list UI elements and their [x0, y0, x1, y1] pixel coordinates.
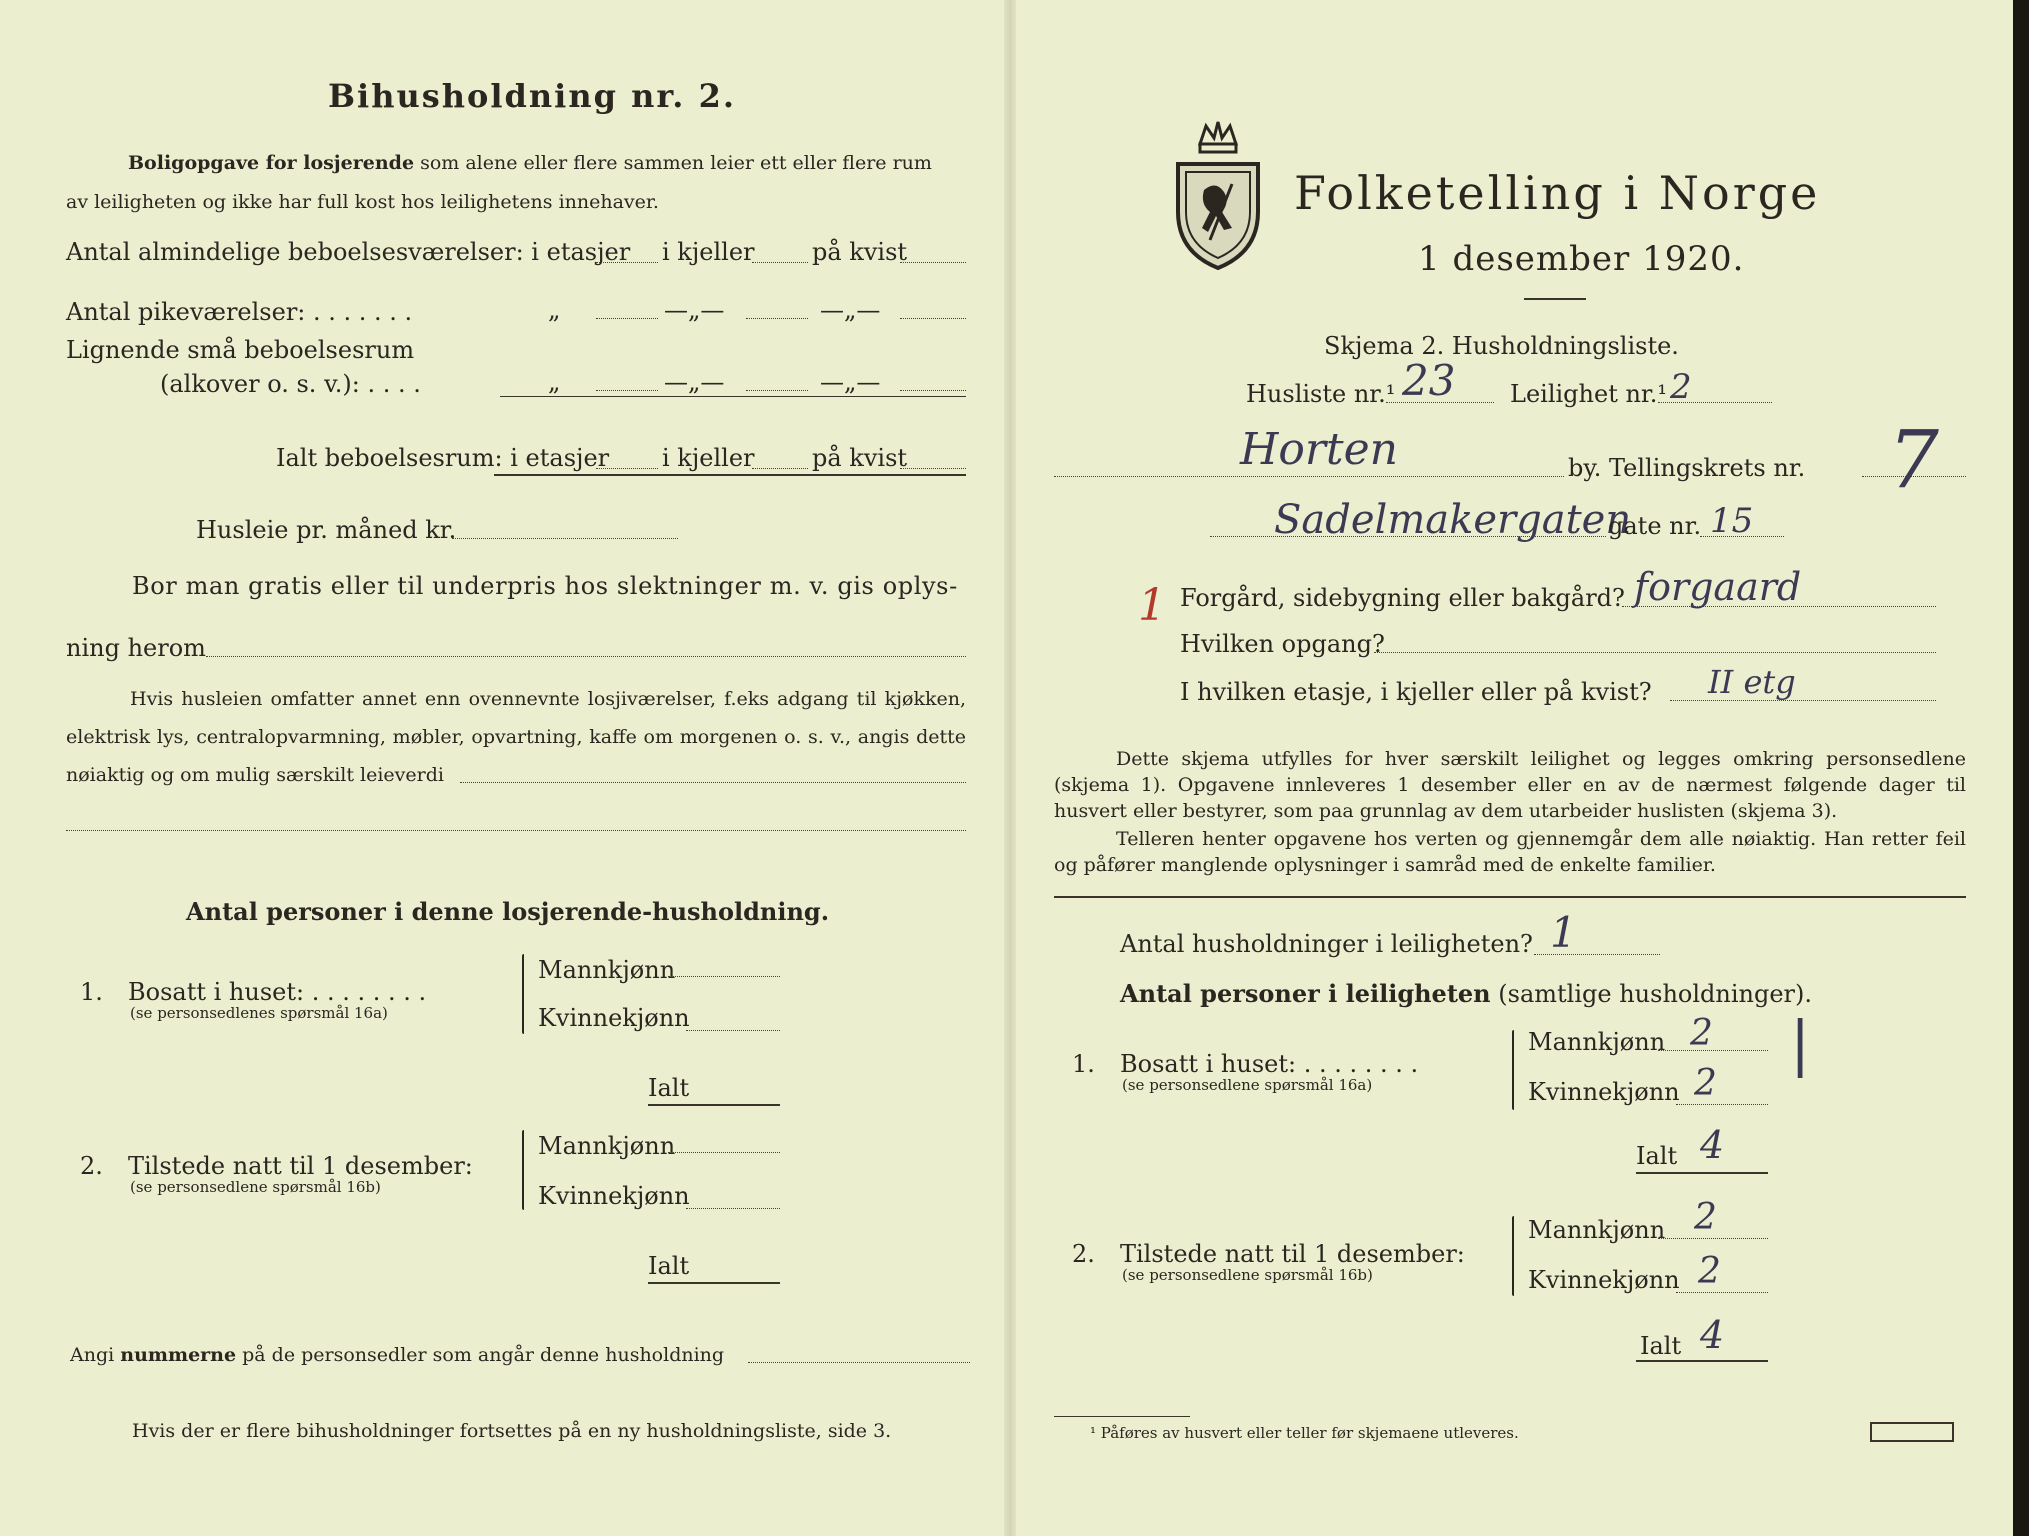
hvis-paragraph: [66, 680, 966, 794]
right-q1-ialt-value: 4: [1700, 1123, 1725, 1167]
footnote-text: ¹ Påføres av husvert eller teller før skjemaene utleveres.: [1090, 1424, 1519, 1442]
lignende-dash-2: —„—: [820, 368, 881, 396]
schema-label: Skjema 2. Husholdningsliste.: [1324, 332, 1679, 360]
left-q2-brace: [522, 1130, 524, 1210]
street-field[interactable]: [1210, 536, 1606, 537]
etasje-value: II etg: [1708, 663, 1796, 701]
intro-rest: som alene eller flere sammen leier ett eller flere rum: [420, 152, 932, 174]
husleie-field[interactable]: [452, 538, 678, 539]
gate-label: gate nr.: [1608, 512, 1702, 540]
krets-value: 7: [1888, 413, 1939, 506]
lignende-dash-1: —„—: [664, 368, 725, 396]
pike-etasjer-field[interactable]: [596, 318, 658, 319]
households-field[interactable]: [1534, 954, 1660, 955]
left-q1-kvinne-label: Kvinnekjønn: [538, 1004, 690, 1032]
street-value: Sadelmakergaten: [1274, 497, 1632, 543]
right-q2-brace: [1512, 1216, 1514, 1296]
left-persons-heading: Antal personer i denne losjerende-husholdning.: [186, 897, 830, 926]
intro-line-2: av leiligheten og ikke har full kost hos leilighetens innehaver.: [66, 191, 659, 213]
right-q1-mann-label: Mannkjønn: [1528, 1028, 1666, 1056]
right-q2-kvinne-value: 2: [1698, 1251, 1721, 1292]
pike-label: Antal pikeværelser: . . . . . . .: [66, 298, 413, 326]
persons-heading-bold: Antal personer i leiligheten: [1120, 979, 1491, 1008]
by-label: by. Tellingskrets nr.: [1568, 454, 1806, 482]
bor-field[interactable]: [206, 656, 966, 657]
households-value: 1: [1550, 908, 1577, 957]
left-q2-kvinne-label: Kvinnekjønn: [538, 1182, 690, 1210]
left-q1-brace: [522, 954, 524, 1034]
persons-heading-line: [1120, 979, 1813, 1008]
right-q2-mann-field[interactable]: [1658, 1238, 1768, 1239]
left-q2-number: 2.: [80, 1152, 103, 1180]
coat-of-arms-icon: [1170, 120, 1266, 272]
right-q2-mann-label: Mannkjønn: [1528, 1216, 1666, 1244]
krets-field[interactable]: [1862, 476, 1966, 477]
right-q2-kvinne-label: Kvinnekjønn: [1528, 1266, 1680, 1294]
left-page: [0, 0, 1010, 1536]
city-value: Horten: [1240, 424, 1398, 475]
ialt-rule: [494, 474, 966, 476]
opgang-field[interactable]: [1374, 652, 1936, 653]
right-q1-sub: (se personsedlene spørsmål 16a): [1122, 1076, 1373, 1094]
left-q1-label: Bosatt i huset: . . . . . . . .: [128, 978, 427, 1006]
rooms-etasjer-field[interactable]: [596, 262, 658, 263]
rooms-kvist-label: på kvist: [812, 238, 908, 266]
gate-value: 15: [1710, 501, 1754, 541]
pike-dash-2: —„—: [820, 296, 881, 324]
leilighet-label: Leilighet nr.¹: [1510, 380, 1668, 408]
pike-dash-1: —„—: [664, 296, 725, 324]
lignende-kvist-field[interactable]: [900, 390, 966, 391]
leilighet-value: 2: [1670, 367, 1692, 407]
left-q2-ialt-label: Ialt: [648, 1252, 690, 1280]
info-text-2: Telleren henter opgavene hos verten og gjennemgår dem alle nøiaktig. Han retter feil og påfører manglende oplysninger i samråd med de enkelte familier.: [1054, 828, 1966, 876]
intro-bold: Boligopgave for losjerende: [128, 152, 415, 174]
persons-heading-rest: (samtlige husholdninger).: [1498, 980, 1813, 1008]
husliste-value: 23: [1402, 356, 1456, 405]
left-footer: Hvis der er flere bihusholdninger fortsettes på en ny husholdningsliste, side 3.: [132, 1420, 892, 1442]
left-q2-sub: (se personsedlene spørsmål 16b): [130, 1178, 381, 1196]
census-date: 1 desember 1920.: [1418, 239, 1745, 279]
margin-mark: 1: [1138, 580, 1166, 631]
bor-line-2: ning herom: [66, 634, 206, 662]
gate-field[interactable]: [1700, 536, 1784, 537]
left-q1-mann-label: Mannkjønn: [538, 956, 676, 984]
lignende-quote: „: [548, 368, 561, 396]
lignende-etasjer-field[interactable]: [596, 390, 658, 391]
right-q2-ialt-label: Ialt: [1640, 1332, 1682, 1360]
rooms-kjeller-label: i kjeller: [662, 238, 755, 266]
left-q1-number: 1.: [80, 978, 103, 1006]
right-q1-mann-value: 2: [1690, 1013, 1713, 1054]
angi-bold: nummerne: [120, 1344, 237, 1366]
ialt-etasjer-field[interactable]: [596, 468, 658, 469]
left-q2-kvinne-field[interactable]: [686, 1208, 780, 1209]
husliste-field[interactable]: [1386, 402, 1494, 403]
lignende-rule: [500, 396, 966, 397]
right-q2-ialt-value: 4: [1700, 1313, 1725, 1357]
husliste-label: Husliste nr.¹: [1246, 380, 1396, 408]
angi-line: [70, 1346, 724, 1365]
angi-rest: på de personsedler som angår denne husholdning: [242, 1344, 725, 1366]
left-q1-sub: (se personsedlenes spørsmål 16a): [130, 1004, 388, 1022]
lignende-kjeller-field[interactable]: [746, 390, 808, 391]
left-q1-kvinne-field[interactable]: [686, 1030, 780, 1031]
left-q2-label: Tilstede natt til 1 desember:: [128, 1152, 473, 1180]
opgang-label: Hvilken opgang?: [1180, 630, 1385, 658]
left-q2-ialt-field[interactable]: [648, 1282, 780, 1284]
forgaard-field[interactable]: [1622, 606, 1936, 607]
forgaard-value: forgaard: [1634, 565, 1802, 609]
right-q1-number: 1.: [1072, 1050, 1095, 1078]
ialt-kjeller-label: i kjeller: [662, 444, 755, 472]
right-title: Folketelling i Norge: [1294, 166, 1821, 220]
pike-kjeller-field[interactable]: [746, 318, 808, 319]
hvis-field-2[interactable]: [66, 830, 966, 831]
info-rule: [1054, 896, 1966, 898]
page-edge: [2013, 0, 2029, 1536]
right-q2-label: Tilstede natt til 1 desember:: [1120, 1240, 1465, 1268]
info-text-1: Dette skjema utfylles for hver særskilt leilighet og legges omkring personsedlene (skjema 1). Opgavene innleveres 1 desember eller en av de nærmest følgende dager til husvert eller bestyrer, som paa grunnlag av dem utarbeider huslisten (skjema 3).: [1054, 748, 1966, 822]
leilighet-field[interactable]: [1658, 402, 1772, 403]
footnote-rule: [1054, 1416, 1190, 1417]
left-title: Bihusholdning nr. 2.: [328, 77, 736, 115]
ialt-kvist-label: på kvist: [812, 444, 908, 472]
right-q1-ialt-field[interactable]: [1636, 1172, 1768, 1174]
printer-stamp: [1870, 1422, 1954, 1442]
right-q1-kvinne-label: Kvinnekjønn: [1528, 1078, 1680, 1106]
rooms-label: Antal almindelige beboelsesværelser: i etasjer: [66, 238, 631, 266]
right-q1-ialt-label: Ialt: [1636, 1142, 1678, 1170]
rooms-kvist-field[interactable]: [900, 262, 966, 263]
bor-line-1: Bor man gratis eller til underpris hos slektninger m. v. gis oplys-: [132, 572, 958, 600]
right-q1-kvinne-value: 2: [1694, 1063, 1717, 1104]
left-q1-ialt-label: Ialt: [648, 1074, 690, 1102]
right-q2-kvinne-field[interactable]: [1676, 1292, 1768, 1293]
pike-quote: „: [548, 296, 561, 324]
etasje-field[interactable]: [1670, 700, 1936, 701]
right-q1-brace: [1512, 1030, 1514, 1110]
lignende-line-1: Lignende små beboelsesrum: [66, 336, 415, 364]
angi-field[interactable]: [748, 1362, 970, 1363]
ialt-rooms-label: Ialt beboelsesrum: i etasjer: [276, 444, 610, 472]
rooms-kjeller-field[interactable]: [752, 262, 808, 263]
ialt-kvist-field[interactable]: [900, 468, 966, 469]
etasje-label: I hvilken etasje, i kjeller eller på kvist?: [1180, 678, 1652, 706]
title-underline: [1524, 298, 1586, 300]
ialt-kjeller-field[interactable]: [752, 468, 808, 469]
husleie-label: Husleie pr. måned kr.: [196, 516, 457, 544]
info-paragraph-2: [1054, 826, 1966, 878]
hvis-text: Hvis husleien omfatter annet enn ovennevnte losjiværelser, f.eks adgang til kjøkken, elektrisk lys, centralopvarmning, møbler, opvartning, kaffe om morgenen o. s. v., angis dette nøiaktig og om mulig særskilt leieverdi: [66, 688, 966, 786]
forgaard-label: Forgård, sidebygning eller bakgård?: [1180, 584, 1625, 612]
angi-word: Angi: [70, 1344, 115, 1366]
info-paragraph-1: [1054, 746, 1966, 824]
city-field[interactable]: [1054, 476, 1564, 477]
right-q2-sub: (se personsedlene spørsmål 16b): [1122, 1266, 1373, 1284]
right-page: [1010, 0, 2029, 1536]
right-q1-label: Bosatt i huset: . . . . . . . .: [1120, 1050, 1419, 1078]
hvis-field[interactable]: [460, 782, 966, 783]
right-check-mark: |: [1790, 1009, 1811, 1079]
left-q2-mann-label: Mannkjønn: [538, 1132, 676, 1160]
right-q2-number: 2.: [1072, 1240, 1095, 1268]
right-q2-ialt-field[interactable]: [1636, 1360, 1768, 1362]
right-q1-kvinne-field[interactable]: [1676, 1104, 1768, 1105]
right-q1-mann-field[interactable]: [1658, 1050, 1768, 1051]
pike-kvist-field[interactable]: [900, 318, 966, 319]
left-q1-mann-field[interactable]: [668, 976, 780, 977]
right-q2-mann-value: 2: [1694, 1197, 1717, 1238]
intro-line-1: [128, 154, 932, 173]
households-label: Antal husholdninger i leiligheten?: [1120, 930, 1533, 958]
lignende-line-2: (alkover o. s. v.): . . . .: [160, 370, 421, 398]
left-q2-mann-field[interactable]: [668, 1152, 780, 1153]
left-q1-ialt-field[interactable]: [648, 1104, 780, 1106]
